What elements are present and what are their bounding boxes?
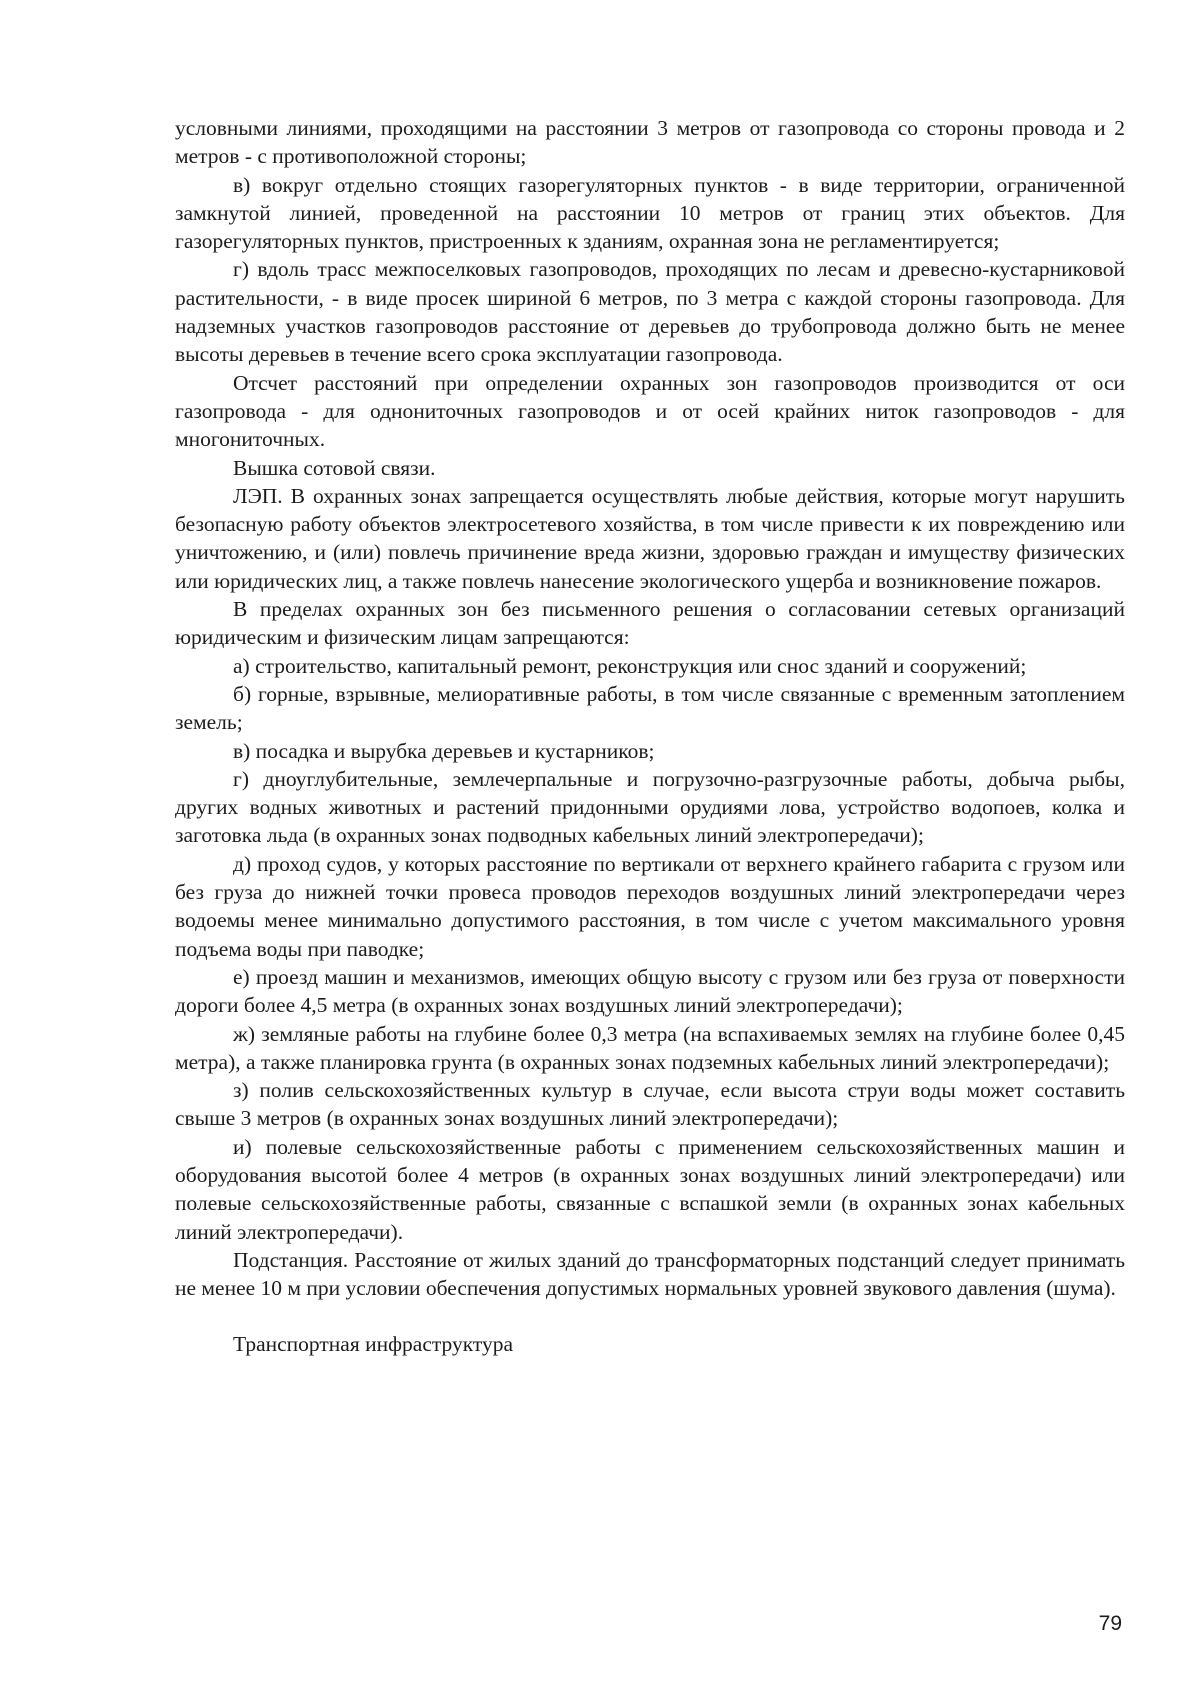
paragraph-item-v-gas-regulator-points: в) вокруг отдельно стоящих газорегуляторных пунктов - в виде территории, ограниченной замкнутой линией, проведенной на расстоянии 10 метров от границ этих объектов. Для газорегуляторных пунктов, пристроенных к зданиям, охранная зона не регламентируется; xyxy=(175,172,1125,254)
paragraph-power-lines: ЛЭП. В охранных зонах запрещается осуществлять любые действия, которые могут нарушить безопасную работу объектов электросетевого хозяйства, в том числе привести к их повреждению или уничтожению, и (или) повлечь причинение вреда жизни, здоровью граждан и имуществу физических или юридических лиц, а также повлечь нанесение экологического ущерба и возникновение пожаров. xyxy=(175,483,1125,593)
section-heading-transport: Транспортная инфраструктура xyxy=(233,1332,514,1357)
list-item-a-construction: а) строительство, капитальный ремонт, реконструкция или снос зданий и сооружений; xyxy=(233,653,1027,678)
paragraph-item-g-intersettlement-pipelines: г) вдоль трасс межпоселковых газопроводов, проходящих по лесам и древесно-кустарниковой растительности, - в виде просек шириной 6 метров, по 3 метра с каждой стороны газопровода. Для надземных участков газопроводов расстояние от деревьев до трубопровода должно быть не менее высоты деревьев в течение всего срока эксплуатации газопровода. xyxy=(175,257,1125,367)
list-item-zh-earthworks: ж) земляные работы на глубине более 0,3 метра (на вспахиваемых землях на глубине более 0,45 метра), а также планировка грунта (в охранных зонах подземных кабельных линий электропередачи); xyxy=(175,1021,1125,1074)
list-item-z-irrigation: з) полив сельскохозяйственных культур в случае, если высота струи воды может составить свыше 3 метров (в охранных зонах воздушных линий электропередачи); xyxy=(175,1078,1125,1131)
paragraph-substation: Подстанция. Расстояние от жилых зданий до трансформаторных подстанций следует принимать не менее 10 м при условии обеспечения допустимых нормальных уровней звукового давления (шума). xyxy=(175,1247,1125,1301)
list-item-i-field-works: и) полевые сельскохозяйственные работы с применением сельскохозяйственных машин и оборудования высотой более 4 метров (в охранных зонах воздушных линий электропередачи) или полевые сельскохозяйственные работы, связанные с вспашкой земли (в охранных зонах кабельных линий электропередачи). xyxy=(175,1134,1125,1244)
list-item-b-mining-works: б) горные, взрывные, мелиоративные работы, в том числе связанные с временным затоплением земель; xyxy=(175,681,1125,735)
list-item-v-tree-planting: в) посадка и вырубка деревьев и кустарников; xyxy=(233,738,655,763)
list-item-g-dredging: г) дноуглубительные, землечерпальные и погрузочно-разгрузочные работы, добыча рыбы, других водных животных и растений придонными орудиями лова, устройство водопоев, колка и заготовка льда (в охранных зонах подводных кабельных линий электропередачи); xyxy=(175,766,1125,848)
paragraph-gas-pipeline-conditional-lines: условными линиями, проходящими на расстоянии 3 метров от газопровода со стороны провода и 2 метров - с противоположной стороны; xyxy=(175,116,1125,169)
paragraph-distance-measurement: Отсчет расстояний при определении охранных зон газопроводов производится от оси газопровода - для однониточных газопроводов и от осей крайних ниток газопроводов - для многониточных. xyxy=(175,370,1125,452)
list-item-e-vehicle-passage: е) проезд машин и механизмов, имеющих общую высоту с грузом или без груза от поверхности дороги более 4,5 метра (в охранных зонах воздушных линий электропередачи); xyxy=(175,964,1125,1018)
section-spacer xyxy=(175,1302,1125,1330)
list-item-d-ship-passage: д) проход судов, у которых расстояние по вертикали от верхнего крайнего габарита с грузом или без груза до нижней точки провеса проводов переходов воздушных линий электропередачи через водоемы менее минимально допустимого расстояния, в том числе с учетом максимального уровня подъема воды при паводке; xyxy=(175,851,1125,961)
page-number: 79 xyxy=(1098,1612,1122,1635)
paragraph-cell-tower: Вышка сотовой связи. xyxy=(233,455,436,480)
document-body xyxy=(175,114,1125,1359)
paragraph-prohibitions-intro: В пределах охранных зон без письменного решения о согласовании сетевых организаций юридическим и физическим лицам запрещаются: xyxy=(175,597,1125,650)
